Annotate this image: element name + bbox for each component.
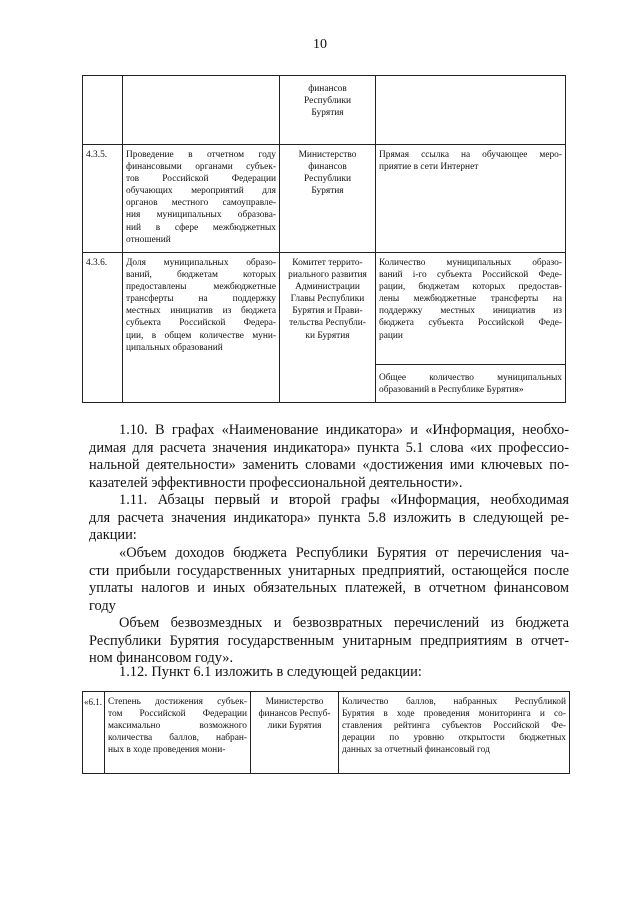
page-number: 10 — [313, 37, 327, 52]
cell-text-line: Бурятия в ходе проведения мониторинга и со- — [342, 709, 566, 720]
table-row — [83, 76, 566, 145]
cell-text-line: Степень достижения субъек- — [108, 697, 247, 707]
cell-text-line: ния муниципальных образова- — [126, 210, 276, 221]
cell-text-line: отношений — [126, 234, 171, 245]
cell-text-line: Бурятия и Прави- — [292, 306, 363, 317]
cell-text-line: ки Бурятия — [305, 330, 350, 341]
paragraph-line: «Объем доходов бюджета Республики Бурятия от перечисления ча- — [119, 545, 569, 561]
cell-text-line: Комитет террито- — [292, 258, 363, 268]
cell-text-line: ваний i-го субъекта Российской Феде- — [379, 270, 562, 281]
table-row — [83, 692, 570, 774]
cell-text-line: тов Российской Федерации — [126, 174, 276, 185]
quote-paragraph-2 — [89, 615, 569, 668]
indicator-name-cell — [123, 145, 280, 253]
cell-text-line: лены межбюджетные трансферты на — [379, 294, 562, 305]
cell-text-line: бюджета субъекта Российской Феде- — [379, 318, 562, 329]
cell-text-line: ний в сфере межбюджетных — [126, 222, 276, 233]
paragraph-1-12 — [89, 664, 569, 682]
cell-text-line: Количество баллов, набранных Республикой — [342, 697, 566, 707]
cell-text-line: обучающих мероприятий для — [126, 186, 276, 197]
cell-text-line: Республики — [303, 174, 352, 185]
cell-text-line: рации — [379, 330, 403, 341]
cell-text-line: финансовыми органами субъек- — [126, 162, 276, 173]
row-number-cell — [83, 76, 123, 145]
cell-text-line: Бурятия — [311, 108, 344, 119]
cell-text-line: количества баллов, набран- — [108, 733, 247, 744]
cell-text-line: образований в Республике Бурятия» — [379, 385, 524, 396]
cell-text-line: дерации по уровню открытости бюджетных — [342, 733, 566, 744]
cell-text-line: Доля муниципальных образо- — [126, 258, 276, 268]
cell-text-line: финансов Респуб- — [258, 709, 331, 720]
indicator-table-top — [82, 75, 566, 403]
cell-text-line: финансов — [308, 84, 347, 94]
info-cell — [376, 145, 566, 253]
cell-text-line: Общее количество муниципальных — [379, 373, 562, 383]
cell-text-line: поддержку местных инициатив из — [379, 306, 562, 317]
paragraph-line: 1.12. Пункт 6.1 изложить в следующей редакции: — [119, 664, 422, 680]
indicator-name-cell — [123, 253, 280, 403]
paragraph-line: 1.10. В графах «Наименование индикатора» и «Информация, необхо- — [119, 422, 569, 438]
paragraph-line: 1.11. Абзацы первый и второй графы «Информация, необходимая — [119, 492, 569, 508]
row-number-cell: 4.3.6. — [83, 253, 123, 403]
paragraph-1-10 — [89, 422, 569, 492]
paragraph-line: уплаты налогов и иных обязательных платежей, в отчетном финансовом — [89, 580, 569, 596]
cell-text-line: местных инициатив из бюджета — [126, 306, 276, 317]
cell-text-line: Министерство — [265, 697, 324, 707]
paragraph-line: нальной деятельности» заменить словами «достижения ими ключевых по- — [89, 457, 569, 473]
paragraph-line: для расчета значения индикатора» пункта 5.8 изложить в следующей ре- — [89, 509, 569, 526]
cell-text-line: Прямая ссылка на обучающее меро- — [379, 150, 562, 160]
cell-text-line: органов местного самоуправле- — [126, 198, 276, 209]
cell-text-line: субъекта Российской Федера- — [126, 318, 276, 329]
cell-text-line: ваний, бюджетам которых — [126, 270, 276, 281]
cell-text-line: Бурятия — [311, 186, 344, 197]
cell-text-line: ципальных образований — [126, 342, 223, 353]
indicator-table-bottom — [82, 691, 570, 774]
info-cell — [376, 365, 566, 403]
row-number-cell: «6.1. — [83, 692, 105, 774]
cell-text-line: Проведение в отчетном году — [126, 150, 276, 160]
paragraph-line: казателей эффективности профессиональной деятельности». — [89, 474, 463, 491]
responsible-cell — [280, 76, 376, 145]
paragraph-1-11 — [89, 492, 569, 545]
cell-text-line: тельства Республи- — [289, 318, 366, 329]
cell-text-line: том Российской Федерации — [108, 709, 247, 720]
cell-text-line: рации, бюджетам которых предостав- — [379, 282, 562, 293]
cell-text-line: данных за отчетный финансовый год — [342, 745, 490, 756]
table-row — [83, 145, 566, 253]
cell-text-line: риального развития — [288, 270, 367, 281]
cell-text-line: Количество муниципальных образо- — [379, 258, 562, 268]
quote-paragraph-1 — [89, 545, 569, 615]
info-cell — [339, 692, 570, 774]
cell-text-line: ставления рейтинга субъектов Российской Фе- — [342, 721, 566, 732]
cell-text-line: ции, в общем количестве муни- — [126, 330, 276, 341]
cell-text-line: Республики — [303, 96, 352, 107]
paragraph-line: дакции: — [89, 527, 137, 543]
cell-text-line: максимально возможного — [108, 721, 247, 732]
cell-text-line: лики Бурятия — [267, 721, 322, 732]
responsible-cell — [280, 145, 376, 253]
paragraph-line: Республики Бурятия государственным унитарным предприятиям в отчет- — [89, 632, 569, 649]
table-row — [83, 253, 566, 365]
cell-text-line: ных в ходе проведения мони- — [108, 745, 226, 756]
cell-text-line: Администрации — [295, 282, 360, 293]
indicator-name-cell — [123, 76, 280, 145]
paragraph-line: ном финансовом году». — [89, 650, 234, 666]
paragraph-line: димая для расчета значения индикатора» пункта 5.1 слова «их профессио- — [89, 439, 569, 456]
indicator-name-cell — [105, 692, 251, 774]
responsible-cell — [251, 692, 339, 774]
paragraph-line: году — [89, 597, 116, 614]
cell-text-line: предоставлены межбюджетные — [126, 282, 276, 293]
info-cell — [376, 253, 566, 365]
paragraph-line: сти прибыли государственных унитарных предприятий, остающейся после — [89, 562, 569, 579]
cell-text-line: Министерство — [298, 150, 357, 160]
responsible-cell — [280, 253, 376, 403]
info-cell — [376, 76, 566, 145]
cell-text-line: финансов — [308, 162, 347, 173]
cell-text-line: приятие в сети Интернет — [379, 162, 479, 173]
cell-text-line: Главы Республики — [290, 294, 365, 305]
paragraph-line: Объем безвозмездных и безвозвратных перечислений из бюджета — [119, 615, 569, 631]
row-number-cell: 4.3.5. — [83, 145, 123, 253]
cell-text-line: трансферты на поддержку — [126, 294, 276, 305]
